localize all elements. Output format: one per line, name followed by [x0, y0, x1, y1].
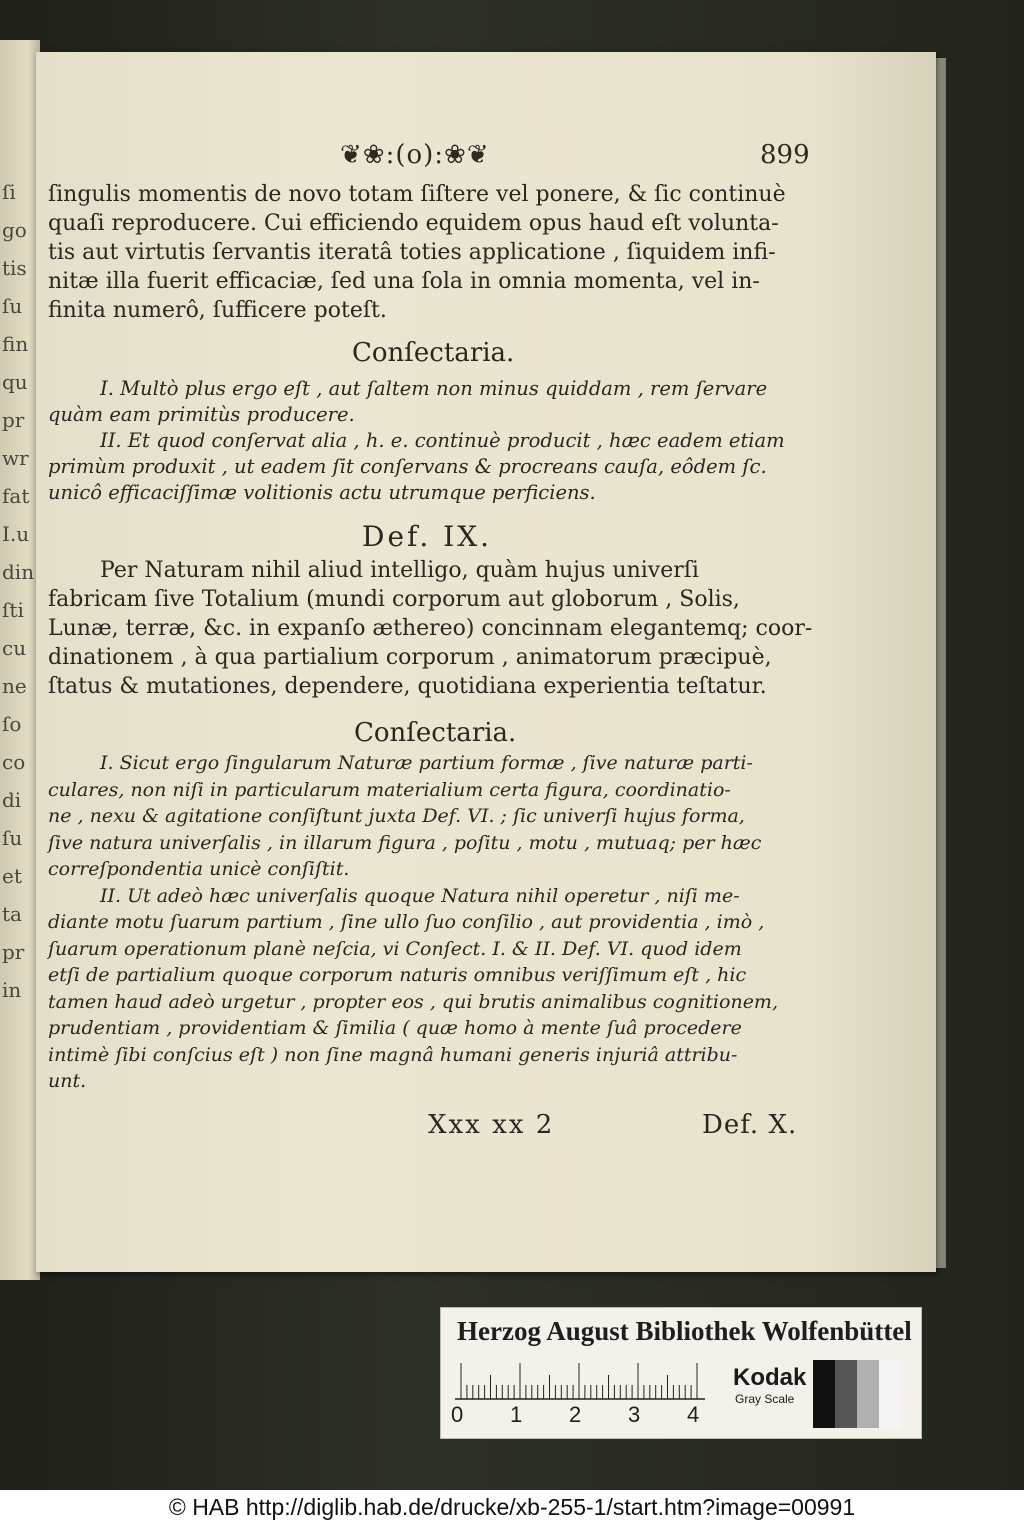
previous-page-fragment: fin: [2, 332, 29, 356]
header-ornament: ❦❀:(o):❀❦: [340, 140, 490, 170]
consectaria-line: intimè ſibi conſcius eſt ) non ſine magnâ humani generis injuriâ attribu-: [48, 1043, 738, 1066]
ruler-number: 2: [569, 1402, 582, 1427]
image-credit: © HAB http://diglib.hab.de/drucke/xb-255-1/start.htm?image=00991: [0, 1490, 1024, 1525]
previous-page-fragment: go: [2, 218, 27, 242]
previous-page-fragment: I.u: [2, 522, 30, 546]
previous-page-fragment: ſti: [2, 598, 24, 622]
consectaria-heading-1: Conſectaria.: [352, 338, 515, 368]
definition-line: fabricam ſive Totalium (mundi corporum aut globorum , Solis,: [48, 587, 740, 612]
previous-page-fragment: ſu: [2, 294, 23, 318]
consectaria-line: ſuarum operationum planè neſcia, vi Conſect. I. & II. Def. VI. quod idem: [48, 937, 742, 960]
text-line: tis aut virtutis ſervantis iteratâ toties applicatione , ſiquidem infi-: [48, 240, 776, 265]
previous-page-fragment: pr: [2, 408, 25, 432]
definition-line: Lunæ, terræ, &c. in expanſo æthereo) concinnam elegantemq; coor-: [48, 616, 813, 641]
consectaria-line: unicô efficaciſſimæ volitionis actu utrumque perficiens.: [48, 481, 596, 504]
previous-page-fragment: din: [2, 560, 35, 584]
gray-swatches: [813, 1360, 901, 1428]
consectaria-line: primùm produxit , ut eadem ſit conſervans & procreans cauſa, eôdem ſc.: [48, 455, 767, 478]
previous-page-fragment: wr: [2, 446, 29, 470]
gray-swatch: [857, 1360, 879, 1428]
consectaria-line: I. Multò plus ergo eſt , aut ſaltem non minus quiddam , rem ſervare: [100, 377, 768, 400]
catchword: Def. X.: [702, 1110, 798, 1140]
consectaria-heading-2: Conſectaria.: [354, 718, 517, 748]
kodak-logo: Kodak: [733, 1364, 807, 1391]
previous-page-fragment: ne: [2, 674, 27, 698]
previous-page-fragment: ſi: [2, 180, 16, 204]
previous-page-fragment: et: [2, 864, 22, 888]
gray-scale-label: Gray Scale: [735, 1392, 795, 1406]
ruler-number: 4: [687, 1402, 700, 1427]
color-target-card: [440, 1307, 922, 1439]
consectaria-line: prudentiam , providentiam & ſimilia ( quæ homo à mente ſuâ procedere: [48, 1017, 742, 1039]
text-line: nitæ illa fuerit efficaciæ, ſed una ſola in omnia momenta, vel in-: [48, 269, 760, 294]
consectaria-line: II. Et quod conſervat alia , h. e. continuè producit , hæc eadem etiam: [100, 429, 785, 452]
previous-page-fragment: qu: [2, 370, 28, 394]
consectaria-line: etſi de partialium quoque corporum naturis omnibus veriſſimum eſt , hic: [48, 964, 747, 986]
scale-ruler: [455, 1360, 705, 1400]
previous-page-fragment: ſu: [2, 826, 23, 850]
consectaria-line: I. Sicut ergo ſingularum Naturæ partium formæ , ſive naturæ parti-: [100, 752, 753, 774]
consectaria-line: unt.: [48, 1070, 87, 1092]
consectaria-line: tamen haud adeò urgetur , propter eos , qui brutis animalibus cognitionem,: [48, 990, 778, 1013]
text-line: quaſi reproducere. Cui efficiendo equidem opus haud eſt volunta-: [48, 211, 779, 236]
gray-swatch: [835, 1360, 857, 1428]
text-line: finita numerô, ſufficere poteſt.: [48, 298, 387, 323]
signature-mark: Xxx xx 2: [428, 1110, 555, 1140]
previous-page-fragment: tis: [2, 256, 27, 280]
previous-page-fragment: ſo: [2, 712, 22, 736]
consectaria-line: culares, non niſi in particularum materialium certa figura, coordinatio-: [48, 778, 731, 801]
page-number: 899: [760, 140, 810, 170]
gray-swatch: [879, 1360, 901, 1428]
ruler-number: 1: [510, 1402, 523, 1427]
gray-swatch: [813, 1360, 835, 1428]
ruler-numbers: [451, 1402, 721, 1432]
consectaria-line: ne , nexu & agitatione conſiſtunt juxta Def. VI. ; ſic univerſi hujus forma,: [48, 805, 745, 827]
definition-line: ſtatus & mutationes, dependere, quotidiana experientia teſtatur.: [48, 674, 767, 699]
previous-page-fragment: fat: [2, 484, 30, 508]
text-line: ſingulis momentis de novo totam ſiſtere vel ponere, & ſic continuè: [48, 182, 786, 207]
consectaria-line: correſpondentia unicè conſiſtit.: [48, 858, 350, 880]
previous-page-fragment: in: [2, 978, 22, 1002]
consectaria-line: quàm eam primitùs producere.: [48, 403, 355, 426]
ruler-number: 3: [628, 1402, 641, 1427]
definition-line: Per Naturam nihil aliud intelligo, quàm hujus univerſi: [100, 558, 699, 583]
consectaria-line: II. Ut adeò hæc univerſalis quoque Natura nihil operetur , niſi me-: [100, 884, 740, 907]
consectaria-line: diante motu ſuarum partium , ſine ullo ſuo conſilio , aut providentia , imò ,: [48, 911, 765, 933]
definition-heading: Def. IX.: [362, 520, 493, 553]
definition-line: dinationem , à qua partialium corporum , animatorum præcipuè,: [48, 645, 772, 670]
previous-page-fragment: pr: [2, 940, 25, 964]
library-name: Herzog August Bibliothek Wolfenbüttel: [457, 1316, 912, 1346]
consectaria-line: ſive natura univerſalis , in illarum figura , poſitu , motu , mutuaq; per hæc: [48, 831, 762, 854]
previous-page-fragment: co: [2, 750, 26, 774]
previous-page-fragment: cu: [2, 636, 27, 660]
previous-page-edge: [0, 40, 40, 1280]
ruler-number: 0: [451, 1402, 464, 1427]
previous-page-fragment: ta: [2, 902, 22, 926]
previous-page-fragment: di: [2, 788, 22, 812]
